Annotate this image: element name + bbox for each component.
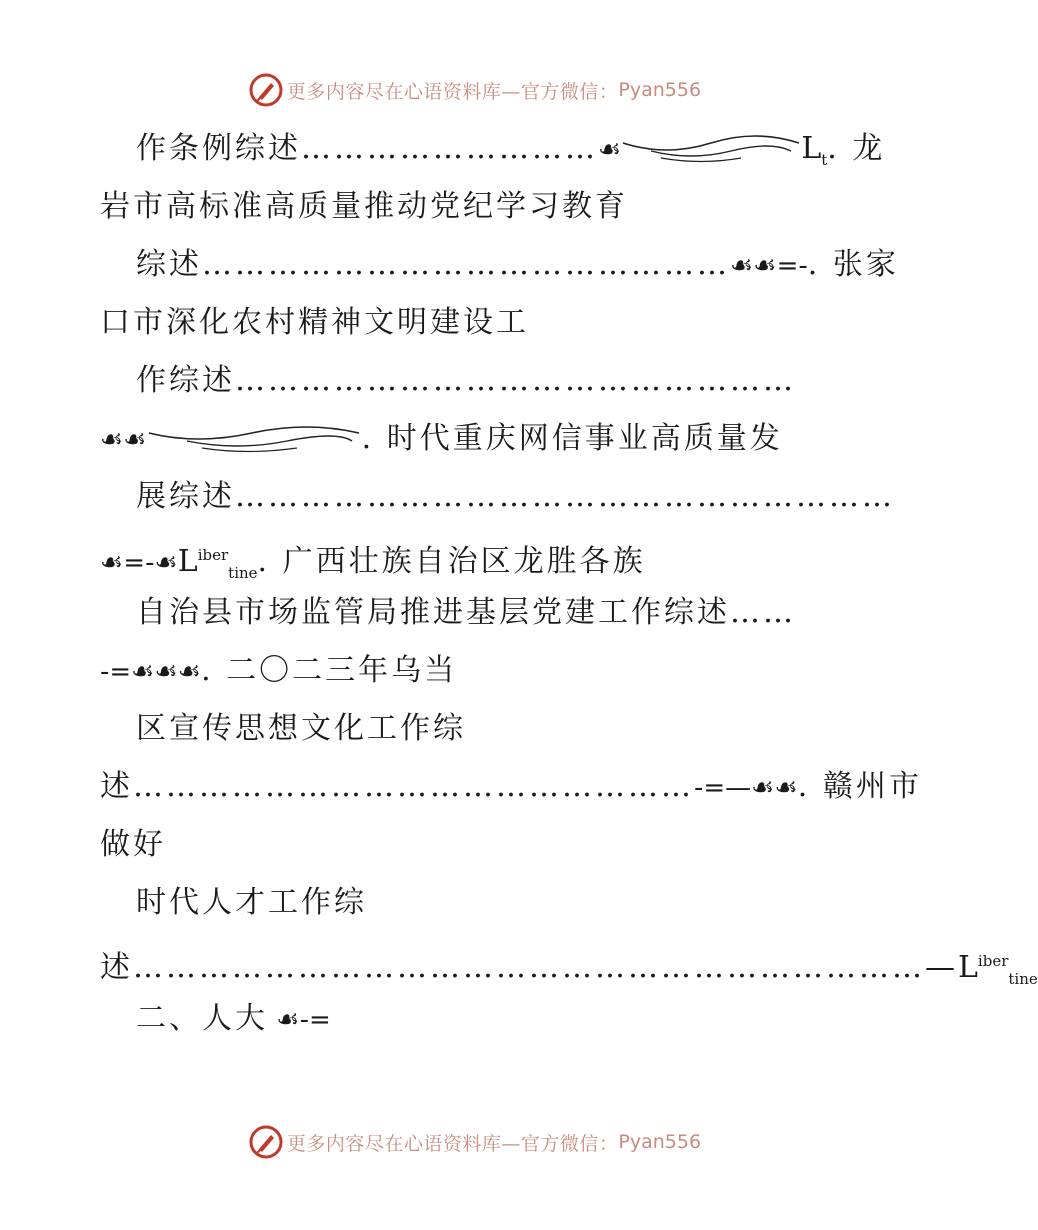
text-line: [100, 178, 860, 236]
line-text: 展综述……………………………………………………: [136, 479, 895, 514]
text-line: [100, 236, 899, 294]
text-line: [100, 932, 1038, 990]
ornament-glyph: ☙-=: [268, 1005, 331, 1035]
text-line: [100, 294, 860, 352]
ornament-glyph: ☙: [598, 135, 622, 165]
line-text: 二、人大: [136, 1001, 268, 1036]
ligature-sub: tine: [228, 564, 258, 582]
watermark-text: 更多内容尽在心语资料库—官方微信：: [286, 80, 619, 103]
wave-ornament-icon: [147, 425, 362, 455]
line-text: 述……………………………………………: [100, 769, 694, 804]
text-line: [100, 120, 886, 178]
watermark-text: 更多内容尽在心语资料库—官方微信：: [286, 1132, 619, 1155]
line-text: 做好: [100, 827, 166, 862]
line-text: 岩市高标准高质量推动党纪学习教育: [100, 189, 628, 224]
ligature-sup: iber: [977, 952, 1009, 970]
ligature-mark: [177, 544, 258, 582]
ligature-letter: L: [177, 544, 198, 579]
line-text: 口市深化农村精神文明建设工: [100, 305, 529, 340]
document-body: [100, 120, 1038, 1048]
text-line: [100, 352, 860, 410]
text-line: [100, 816, 860, 874]
text-line: [100, 410, 860, 468]
text-line: [100, 990, 860, 1048]
ligature-sup: iber: [197, 546, 229, 564]
watermark-wechat-id: Pyan556: [618, 1131, 702, 1153]
ornament-glyph: ☙☙: [100, 425, 147, 455]
header-watermark: [0, 70, 950, 110]
ornament-glyph: -=—☙☙: [694, 773, 798, 803]
ligature-sub: tine: [1008, 970, 1038, 988]
text-line: [100, 526, 860, 584]
footer-watermark: [0, 1122, 950, 1162]
ligature-mark: [801, 131, 828, 169]
line-text: 自治县市场监管局推进基层党建工作综述……: [136, 595, 796, 630]
line-end: . 二〇二三年乌当: [201, 653, 458, 688]
line-text: 区宣传思想文化工作综: [136, 711, 466, 746]
pen-seal-logo-icon: [249, 73, 283, 107]
text-line: [100, 758, 922, 816]
text-line: [100, 584, 860, 642]
text-line: [100, 700, 860, 758]
line-end: . 赣州市: [797, 769, 922, 804]
ligature-mark: [958, 950, 1038, 988]
line-end: . 龙: [827, 131, 886, 166]
line-text: 作条例综述………………………: [136, 131, 598, 166]
text-line: [100, 874, 860, 932]
ornament-glyph: ☙☙=-: [730, 251, 808, 281]
text-line: [100, 468, 895, 526]
line-end: . 时代重庆网信事业高质量发: [361, 421, 783, 456]
watermark-wechat-id: Pyan556: [618, 79, 702, 101]
wave-ornament-icon: [621, 135, 801, 165]
ornament-glyph: -=☙☙☙: [100, 657, 202, 687]
ligature-letter: L: [958, 950, 978, 985]
line-end: . 广西壮族自治区龙胜各族: [257, 544, 646, 579]
ligature-letter: L: [801, 131, 822, 166]
line-text: 综述…………………………………………: [136, 247, 730, 282]
line-end: . 张家: [807, 247, 899, 282]
line-text: 述………………………………………………………………—: [100, 950, 958, 985]
line-text: 作综述……………………………………………: [136, 363, 796, 398]
text-line: [100, 642, 860, 700]
ligature-sub: t: [821, 151, 828, 169]
pen-seal-logo-icon: [249, 1125, 283, 1159]
ornament-glyph: ☙=-☙: [100, 548, 178, 578]
line-text: 时代人才工作综: [136, 885, 367, 920]
